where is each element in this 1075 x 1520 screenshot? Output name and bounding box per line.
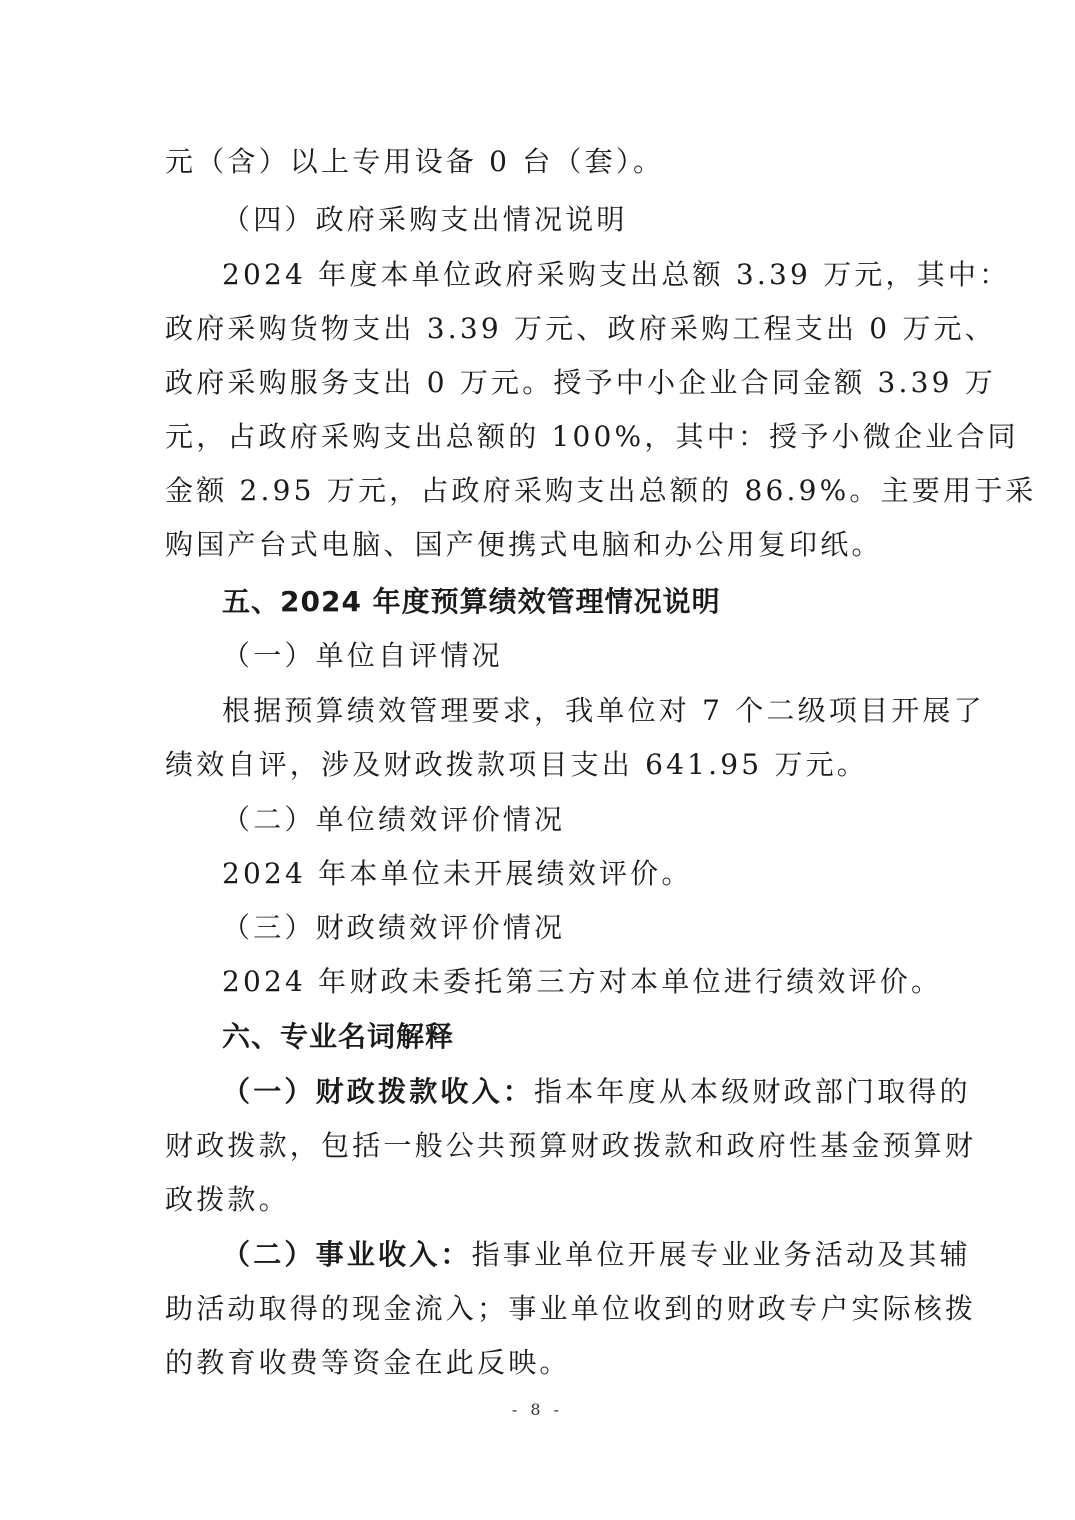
paragraph-line: 金额 2.95 万元，占政府采购支出总额的 86.9%。主要用于采 — [165, 474, 1037, 507]
subsection-heading-unit-evaluation: （二）单位绩效评价情况 — [222, 803, 566, 836]
page-number: - 8 - — [511, 1400, 564, 1419]
definition-text: 指本年度从本级财政部门取得的 — [534, 1075, 971, 1108]
paragraph-line: 财政拨款，包括一般公共预算财政拨款和政府性基金预算财 — [165, 1129, 977, 1162]
subsection-heading-self-evaluation: （一）单位自评情况 — [222, 639, 503, 672]
paragraph-line: 政府采购服务支出 0 万元。授予中小企业合同金额 3.39 万 — [165, 366, 996, 399]
definition-fiscal-appropriation — [222, 1072, 972, 1112]
subsection-heading-fiscal-evaluation: （三）财政绩效评价情况 — [222, 911, 566, 944]
paragraph-line: 2024 年财政未委托第三方对本单位进行绩效评价。 — [222, 965, 943, 998]
paragraph-line: 2024 年本单位未开展绩效评价。 — [222, 857, 693, 890]
paragraph-line: 绩效自评，涉及财政拨款项目支出 641.95 万元。 — [165, 748, 868, 781]
definition-term: （二）事业收入： — [222, 1238, 472, 1271]
definition-text: 指事业单位开展专业业务活动及其辅 — [471, 1238, 971, 1271]
section-heading-glossary: 六、专业名词解释 — [222, 1020, 455, 1053]
definition-business-income — [222, 1235, 972, 1275]
paragraph-line: 2024 年度本单位政府采购支出总额 3.39 万元，其中： — [222, 258, 1011, 291]
paragraph-line: 根据预算绩效管理要求，我单位对 7 个二级项目开展了 — [222, 694, 985, 727]
paragraph-line: 的教育收费等资金在此反映。 — [165, 1346, 571, 1379]
paragraph-line: 政府采购货物支出 3.39 万元、政府采购工程支出 0 万元、 — [165, 312, 996, 345]
subsection-heading-government-procurement: （四）政府采购支出情况说明 — [222, 203, 628, 236]
paragraph-line: 购国产台式电脑、国产便携式电脑和办公用复印纸。 — [165, 528, 883, 561]
paragraph-line: 元，占政府采购支出总额的 100%，其中：授予小微企业合同 — [165, 420, 1019, 453]
paragraph-line: 助活动取得的现金流入；事业单位收到的财政专户实际核拨 — [165, 1292, 977, 1325]
paragraph-line: 政拨款。 — [165, 1183, 290, 1216]
section-heading-performance-management: 五、2024 年度预算绩效管理情况说明 — [222, 585, 721, 618]
definition-term: （一）财政拨款收入： — [222, 1075, 535, 1108]
paragraph-line: 元（含）以上专用设备 0 台（套）。 — [165, 145, 665, 178]
